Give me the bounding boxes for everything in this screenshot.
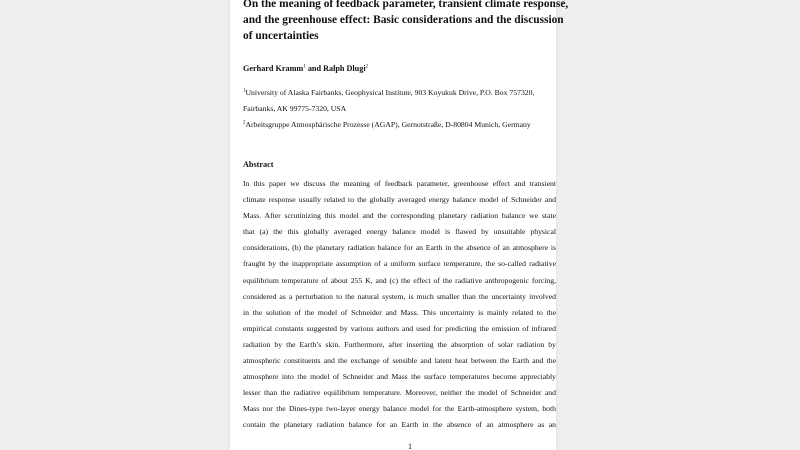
abstract-line: empirical constants suggested by various authors and used for predicting the emission of infrared [243,323,556,333]
title-line: On the meaning of feedback parameter, transient climate response, [243,0,569,10]
affiliation-text: University of Alaska Fairbanks, Geophysical Institute, 903 Koyukuk Drive, P.O. Box 757320, [245,88,535,97]
paper-title [243,0,569,45]
author-name: Ralph Dlugi [323,64,366,73]
abstract-line: atmospheric constituents and the exchange of sensible and latent heat between the Earth and the [243,356,556,366]
affiliation-2 [243,120,531,129]
abstract-line: climate response usually related to the globally averaged energy balance model of Schneider and [243,195,556,205]
abstract-line: considered as a perturbation to the natural system, is much smaller than the uncertainty involved [243,291,556,301]
author-name: Gerhard Kramm [243,64,304,73]
abstract-line: Mass nor the Dines-type two-layer energy balance model for the Earth-atmosphere system, both [243,404,556,414]
abstract-heading: Abstract [243,160,274,169]
abstract-line: fraught by the inappropriate assumption of a uniform surface temperature, the so-called radiative [243,259,556,269]
author-affiliation-mark: 2 [365,64,369,70]
abstract-body [243,176,556,434]
abstract-line: that (a) the this globally averaged energy balance model is flawed by unsuitable physical [243,227,556,237]
title-line: of uncertainties [243,30,319,43]
abstract-line: lesser than the radiative equilibrium temperature. Moreover, neither the model of Schneider and [243,388,556,398]
affiliation-text: Arbeitsgruppe Atmosphärische Prozesse (AGAP), Gernotstraße, D-80804 Munich, Germany [245,120,531,129]
author-connector: and [305,64,324,73]
affiliation-1-line-1 [243,88,534,97]
document-page [230,0,569,450]
author-affiliation-mark: 1 [303,64,306,70]
abstract-line: In this paper we discuss the meaning of feedback parameter, greenhouse effect and transient [243,179,556,188]
affiliation-mark: 1 [243,88,246,94]
author-list [243,64,368,73]
title-line: and the greenhouse effect: Basic considerations and the discussion [243,14,564,27]
page-number: 1 [408,442,412,450]
abstract-line: Mass. After scrutinizing this model and the corresponding planetary radiation balance we state [243,211,556,221]
affiliation-mark: 2 [243,120,246,126]
abstract-line: in the solution of the model of Schneider and Mass. This uncertainty is mainly related to the [243,307,556,317]
affiliation-1-line-2: Fairbanks, AK 99775-7320, USA [243,104,347,113]
abstract-line: atmosphere into the model of Schneider and Mass the surface temperatures become appreciably [243,372,556,382]
abstract-line: radiation by the Earth’s skin. Furthermore, after inserting the absorption of solar radiation by [243,339,556,349]
abstract-line: considerations, (b) the planetary radiation balance for an Earth in the absence of an atmosphere is [243,243,556,253]
abstract-line: contain the planetary radiation balance for an Earth in the absence of an atmosphere as an [243,420,556,430]
abstract-line: equilibrium temperature of about 255 K, and (c) the effect of the radiative anthropogenic forcing, [243,275,556,285]
